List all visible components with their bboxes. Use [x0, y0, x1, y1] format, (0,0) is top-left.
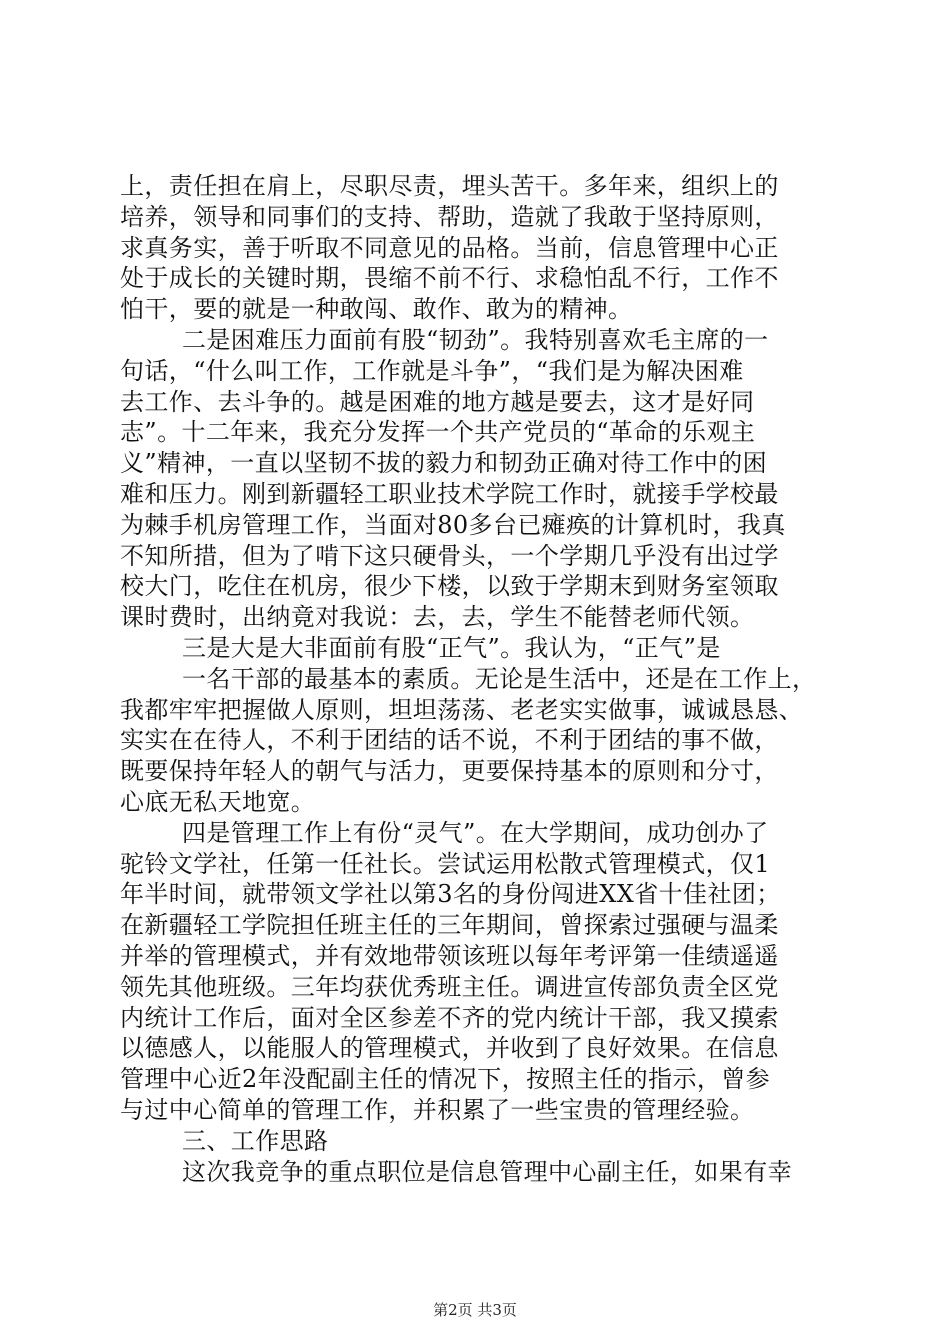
text-line: 难和压力。刚到新疆轻工职业技术学院工作时，就接手学校最 [120, 479, 779, 508]
text-line: 校大门，吃住在机房，很少下楼，以致于学期末到财务室领取 [120, 572, 779, 601]
text-line: 既要保持年轻人的朝气与活力，更要保持基本的原则和分寸， [120, 757, 779, 786]
text-line: 为棘手机房管理工作，当面对80多台已瘫痪的计算机时，我真 [120, 510, 786, 539]
text-line: 二是困难压力面前有股“韧劲”。我特别喜欢毛主席的一 [182, 325, 769, 354]
text-line: 义”精神，一直以坚韧不拔的毅力和韧劲正确对待工作中的困 [120, 449, 768, 478]
text-line: 实实在在待人，不利于团结的话不说，不利于团结的事不做， [120, 726, 779, 755]
text-line: 心底无私天地宽。 [120, 787, 316, 816]
text-line: 课时费时，出纳竟对我说：去，去，学生不能替老师代领。 [120, 603, 755, 632]
text-line: 三、工作思路 [182, 1126, 329, 1155]
text-line: 一名干部的最基本的素质。无论是生活中，还是在工作上， [182, 664, 817, 693]
text-line: 怕干，要的就是一种敢闯、敢作、敢为的精神。 [120, 295, 633, 324]
text-line: 以德感人，以能服人的管理模式，并收到了良好效果。在信息 [120, 1034, 779, 1063]
text-line: 四是管理工作上有份“灵气”。在大学期间，成功创办了 [182, 818, 769, 847]
text-line: 这次我竞争的重点职位是信息管理中心副主任，如果有幸 [182, 1157, 792, 1186]
text-line: 与过中心简单的管理工作，并积累了一些宝贵的管理经验。 [120, 1095, 755, 1124]
text-line: 在新疆轻工学院担任班主任的三年期间，曾探索过强硬与温柔 [120, 911, 779, 940]
text-line: 处于成长的关键时期，畏缩不前不行、求稳怕乱不行，工作不 [120, 264, 779, 293]
text-line: 上，责任担在肩上，尽职尽责，埋头苦干。多年来，组织上的 [120, 172, 779, 200]
page-footer: 第2页 共3页 [433, 1301, 517, 1319]
text-line: 我都牢牢把握做人原则，坦坦荡荡、老老实实做事，诚诚恳恳、 [120, 695, 804, 724]
document-body [120, 171, 840, 1187]
text-line: 不知所措，但为了啃下这只硬骨头，一个学期几乎没有出过学 [120, 541, 779, 570]
text-line: 年半时间，就带领文学社以第3名的身份闯进XX省十佳社团； [120, 880, 781, 909]
text-line: 管理中心近2年没配副主任的情况下，按照主任的指示，曾参 [120, 1065, 771, 1094]
text-line: 领先其他班级。三年均获优秀班主任。调进宣传部负责全区党 [120, 972, 779, 1001]
text-line: 三是大是大非面前有股“正气”。我认为，“正气”是 [182, 633, 721, 662]
text-line: 求真务实，善于听取不同意见的品格。当前，信息管理中心正 [120, 233, 779, 262]
text-line: 并举的管理模式，并有效地带领该班以每年考评第一佳绩遥遥 [120, 941, 779, 970]
text-line: 句话，“什么叫工作，工作就是斗争”，“我们是为解决困难 [120, 356, 744, 385]
text-line: 内统计工作后，面对全区参差不齐的党内统计干部，我又摸索 [120, 1003, 779, 1032]
text-line: 培养，领导和同事们的支持、帮助，造就了我敢于坚持原则， [120, 202, 779, 231]
text-line: 去工作、去斗争的。越是困难的地方越是要去，这才是好同 [120, 387, 755, 416]
text-line: 志”。十二年来，我充分发挥一个共产党员的“革命的乐观主 [120, 418, 756, 447]
text-line: 驼铃文学社，任第一任社长。尝试运用松散式管理模式，仅1 [120, 849, 771, 878]
